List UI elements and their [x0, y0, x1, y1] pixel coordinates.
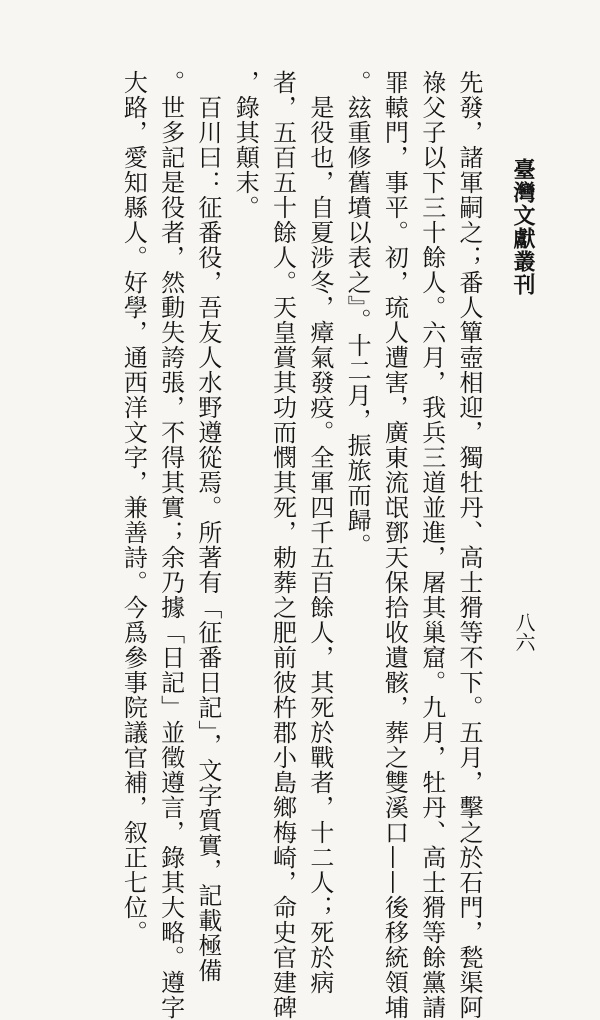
text-column: 大路，愛知縣人。好學，通西洋文字，兼善詩。今爲參事院議官補，叙正七位。 [119, 70, 148, 945]
body-text [114, 70, 487, 1020]
text-column: 罪轅門，事平。初，琉人遭害，廣東流氓鄧天保拾收遺骸，葬之雙溪口——後移統領埔 [380, 70, 409, 1020]
series-title: 臺灣文獻叢刊 [510, 158, 536, 296]
text-column: 先發，諸軍嗣之；番人簞壺相迎，獨牡丹、高士猾等不下。五月，擊之於石門，甃渠阿 [455, 70, 483, 1020]
text-column: 是役也，自夏涉冬，瘴氣發疫。全軍四千五百餘人，其死於戰者，十二人；死於病 [305, 70, 334, 995]
text-column: ，錄其顛末。 [231, 70, 260, 220]
text-column: 。世多記是役者，然動失誇張，不得其實；余乃據「日記」並徵遵言，錄其大略。遵字 [156, 70, 185, 1020]
text-column: 。玆重修舊墳以表之』。十二月，振旅而歸。 [343, 70, 372, 558]
text-column: 者，五百五十餘人。天皇賞其功而憫其死，勅葬之肥前彼杵郡小島鄉梅崎，命史官建碑 [268, 70, 297, 1020]
text-column: 祿父子以下三十餘人。六月，我兵三道並進，屠其巢窟。九月，牡丹、高士猾等餘黨請 [417, 70, 446, 1020]
text-column: 百川曰：征番役，吾友人水野遵從焉。所著有「征番日記」，文字質實，記載極備 [193, 70, 222, 983]
page-number: 八六 [512, 612, 536, 652]
